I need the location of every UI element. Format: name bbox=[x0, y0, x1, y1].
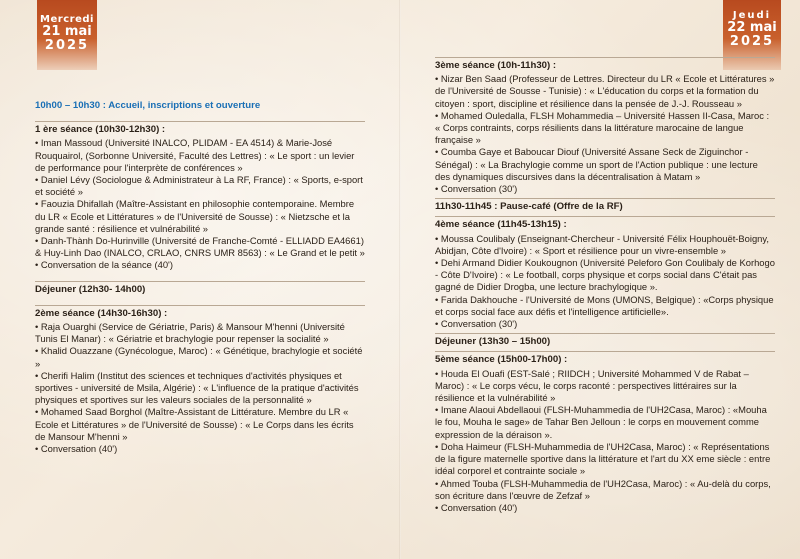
list-item: • Imane Alaoui Abdellaoui (FLSH-Muhammedia de l'UH2Casa, Maroc) : «Mouha le fou, Mouha le sage» de Tahar Ben Jelloun : le corps en mouvement comme expression de la déraison ». bbox=[435, 404, 775, 441]
list-item: • Daniel Lévy (Sociologue & Administrateur à La RF, France) : « Sports, e-sport et société » bbox=[35, 174, 365, 198]
lunch-heading: Déjeuner (13h30 – 15h00) bbox=[435, 333, 775, 348]
lunch-block bbox=[435, 333, 775, 348]
wednesday-program bbox=[35, 98, 365, 464]
session-2 bbox=[35, 305, 365, 455]
session-5 bbox=[435, 351, 775, 514]
lunch-block bbox=[35, 281, 365, 296]
lunch-heading: Déjeuner (12h30- 14h00) bbox=[35, 281, 365, 296]
list-item: • Coumba Gaye et Baboucar Diouf (Université Assane Seck de Ziguinchor - Sénégal) : « La Brachylogie comme un sport de l'Action publique : une lecture des dynamiques discursives dans la décentralisation à Matam » bbox=[435, 146, 775, 183]
break-block bbox=[435, 198, 775, 213]
list-item: • Ahmed Touba (FLSH-Muhammedia de l'UH2Casa, Maroc) : « Au-delà du corps, son écriture dans l'œuvre de Zefzaf » bbox=[435, 478, 775, 502]
list-item: • Nizar Ben Saad (Professeur de Lettres. Directeur du LR « Ecole et Littératures » de l'Université de Sousse - Tunisie) : « L'éducation du corps et la formation du citoyen : sport, discipline et résilience dans la pensée de J.-J. Rousseau » bbox=[435, 73, 775, 110]
date-day-month: 22 mai bbox=[727, 20, 777, 35]
list-item: • Raja Ouarghi (Service de Gériatrie, Paris) & Mansour M'henni (Université Tunis El Manar) : « Gériatrie et brachylogie pour repenser la socialité » bbox=[35, 321, 365, 345]
page-fold bbox=[399, 0, 401, 559]
list-item: • Mohamed Saad Borghol (Maître-Assistant de Littérature. Membre du LR « Ecole et Littératures » de l'Université de Sousse) : « Le Corps dans les écrits de Mansour M'henni » bbox=[35, 406, 365, 443]
list-item: • Farida Dakhouche - l'Université de Mons (UMONS, Belgique) : «Corps physique et corps social face aux défis et l'intelligence artificielle». bbox=[435, 294, 775, 318]
date-day: Mercredi bbox=[40, 14, 94, 25]
list-item: • Danh-Thành Do-Hurinville (Université de Franche-Comté - ELLIADD EA4661) & Huy-Linh Dao (INALCO, CRLAO, CNRS UMR 8563) : « Le Grand et le petit » bbox=[35, 235, 365, 259]
date-tab-wednesday bbox=[37, 0, 97, 70]
list-item: • Conversation (30') bbox=[435, 318, 775, 330]
list-item: • Conversation de la séance (40') bbox=[35, 259, 365, 271]
welcome-heading: 10h00 – 10h30 : Accueil, inscriptions et ouverture bbox=[35, 100, 261, 111]
list-item: • Conversation (40') bbox=[35, 443, 365, 455]
date-year: 2025 bbox=[729, 34, 775, 49]
list-item: • Mohamed Ouledalla, FLSH Mohammedia – Université Hassen II-Casa, Maroc : « Corps contraints, corps résilients dans la littérature marocaine de langue française » bbox=[435, 110, 775, 147]
session-4-title: 4ème séance (11h45-13h15) : bbox=[435, 216, 775, 231]
list-item: • Cherifi Halim (Institut des sciences et techniques d'activités physiques et sportives - université de Msila, Algérie) : « L'influence de la pratique d'activités physiques et sportives sur les valeurs sociales de la personnalité » bbox=[35, 370, 365, 407]
list-item: • Conversation (30') bbox=[435, 183, 775, 195]
session-1 bbox=[35, 121, 365, 271]
list-item: • Conversation (40') bbox=[435, 502, 775, 514]
session-1-title: 1 ère séance (10h30-12h30) : bbox=[35, 121, 365, 136]
list-item: • Khalid Ouazzane (Gynécologue, Maroc) : « Génétique, brachylogie et société » bbox=[35, 345, 365, 369]
date-day-month: 21 mai bbox=[42, 24, 92, 39]
date-year: 2025 bbox=[44, 38, 90, 53]
session-5-title: 5ème séance (15h00-17h00) : bbox=[435, 351, 775, 366]
thursday-program bbox=[435, 57, 775, 517]
list-item: • Doha Haimeur (FLSH-Muhammedia de l'UH2Casa, Maroc) : « Représentations de la figure maternelle sportive dans la littérature et l'art du XX eme siècle : entre idéal corporel et contrainte sociale » bbox=[435, 441, 775, 478]
break-heading: 11h30-11h45 : Pause-café (Offre de la RF) bbox=[435, 198, 775, 213]
list-item: • Iman Massoud (Université INALCO, PLIDAM - EA 4514) & Marie-José Rouquairol, (Sorbonne Université, Faculté des Lettres) : « Le sport : un levier de performance pour l'interprète de conférences » bbox=[35, 137, 365, 174]
list-item: • Dehi Armand Didier Koukougnon (Université Peleforo Gon Coulibaly de Korhogo - Côte D'Ivoire) : « Le football, corps physique et corps social dans C'était pas gagné de Didier Drogba, une lecture brachylogique ». bbox=[435, 257, 775, 294]
session-3-title: 3ème séance (10h-11h30) : bbox=[435, 57, 775, 72]
date-day: Jeudi bbox=[732, 10, 772, 21]
session-2-title: 2ème séance (14h30-16h30) : bbox=[35, 305, 365, 320]
welcome-block bbox=[35, 98, 365, 112]
list-item: • Houda El Ouafi (EST-Salé ; RIIDCH ; Université Mohammed V de Rabat – Maroc) : « Le corps vécu, le corps raconté : perspectives littéraires sur la résilience et la vulnérabilité » bbox=[435, 368, 775, 405]
list-item: • Moussa Coulibaly (Enseignant-Chercheur - Université Félix Houphouët-Boigny, Abidjan, Côte d'Ivoire) : « Sport et résilience pour un vivre-ensemble » bbox=[435, 233, 775, 257]
session-3 bbox=[435, 57, 775, 195]
session-4 bbox=[435, 216, 775, 330]
list-item: • Faouzia Dhifallah (Maître-Assistant en philosophie contemporaine. Membre du LR « Ecole et Littératures » de l'Université de Sousse) : « Nietzsche et la grande santé : résilience et vulnérabilité » bbox=[35, 198, 365, 235]
